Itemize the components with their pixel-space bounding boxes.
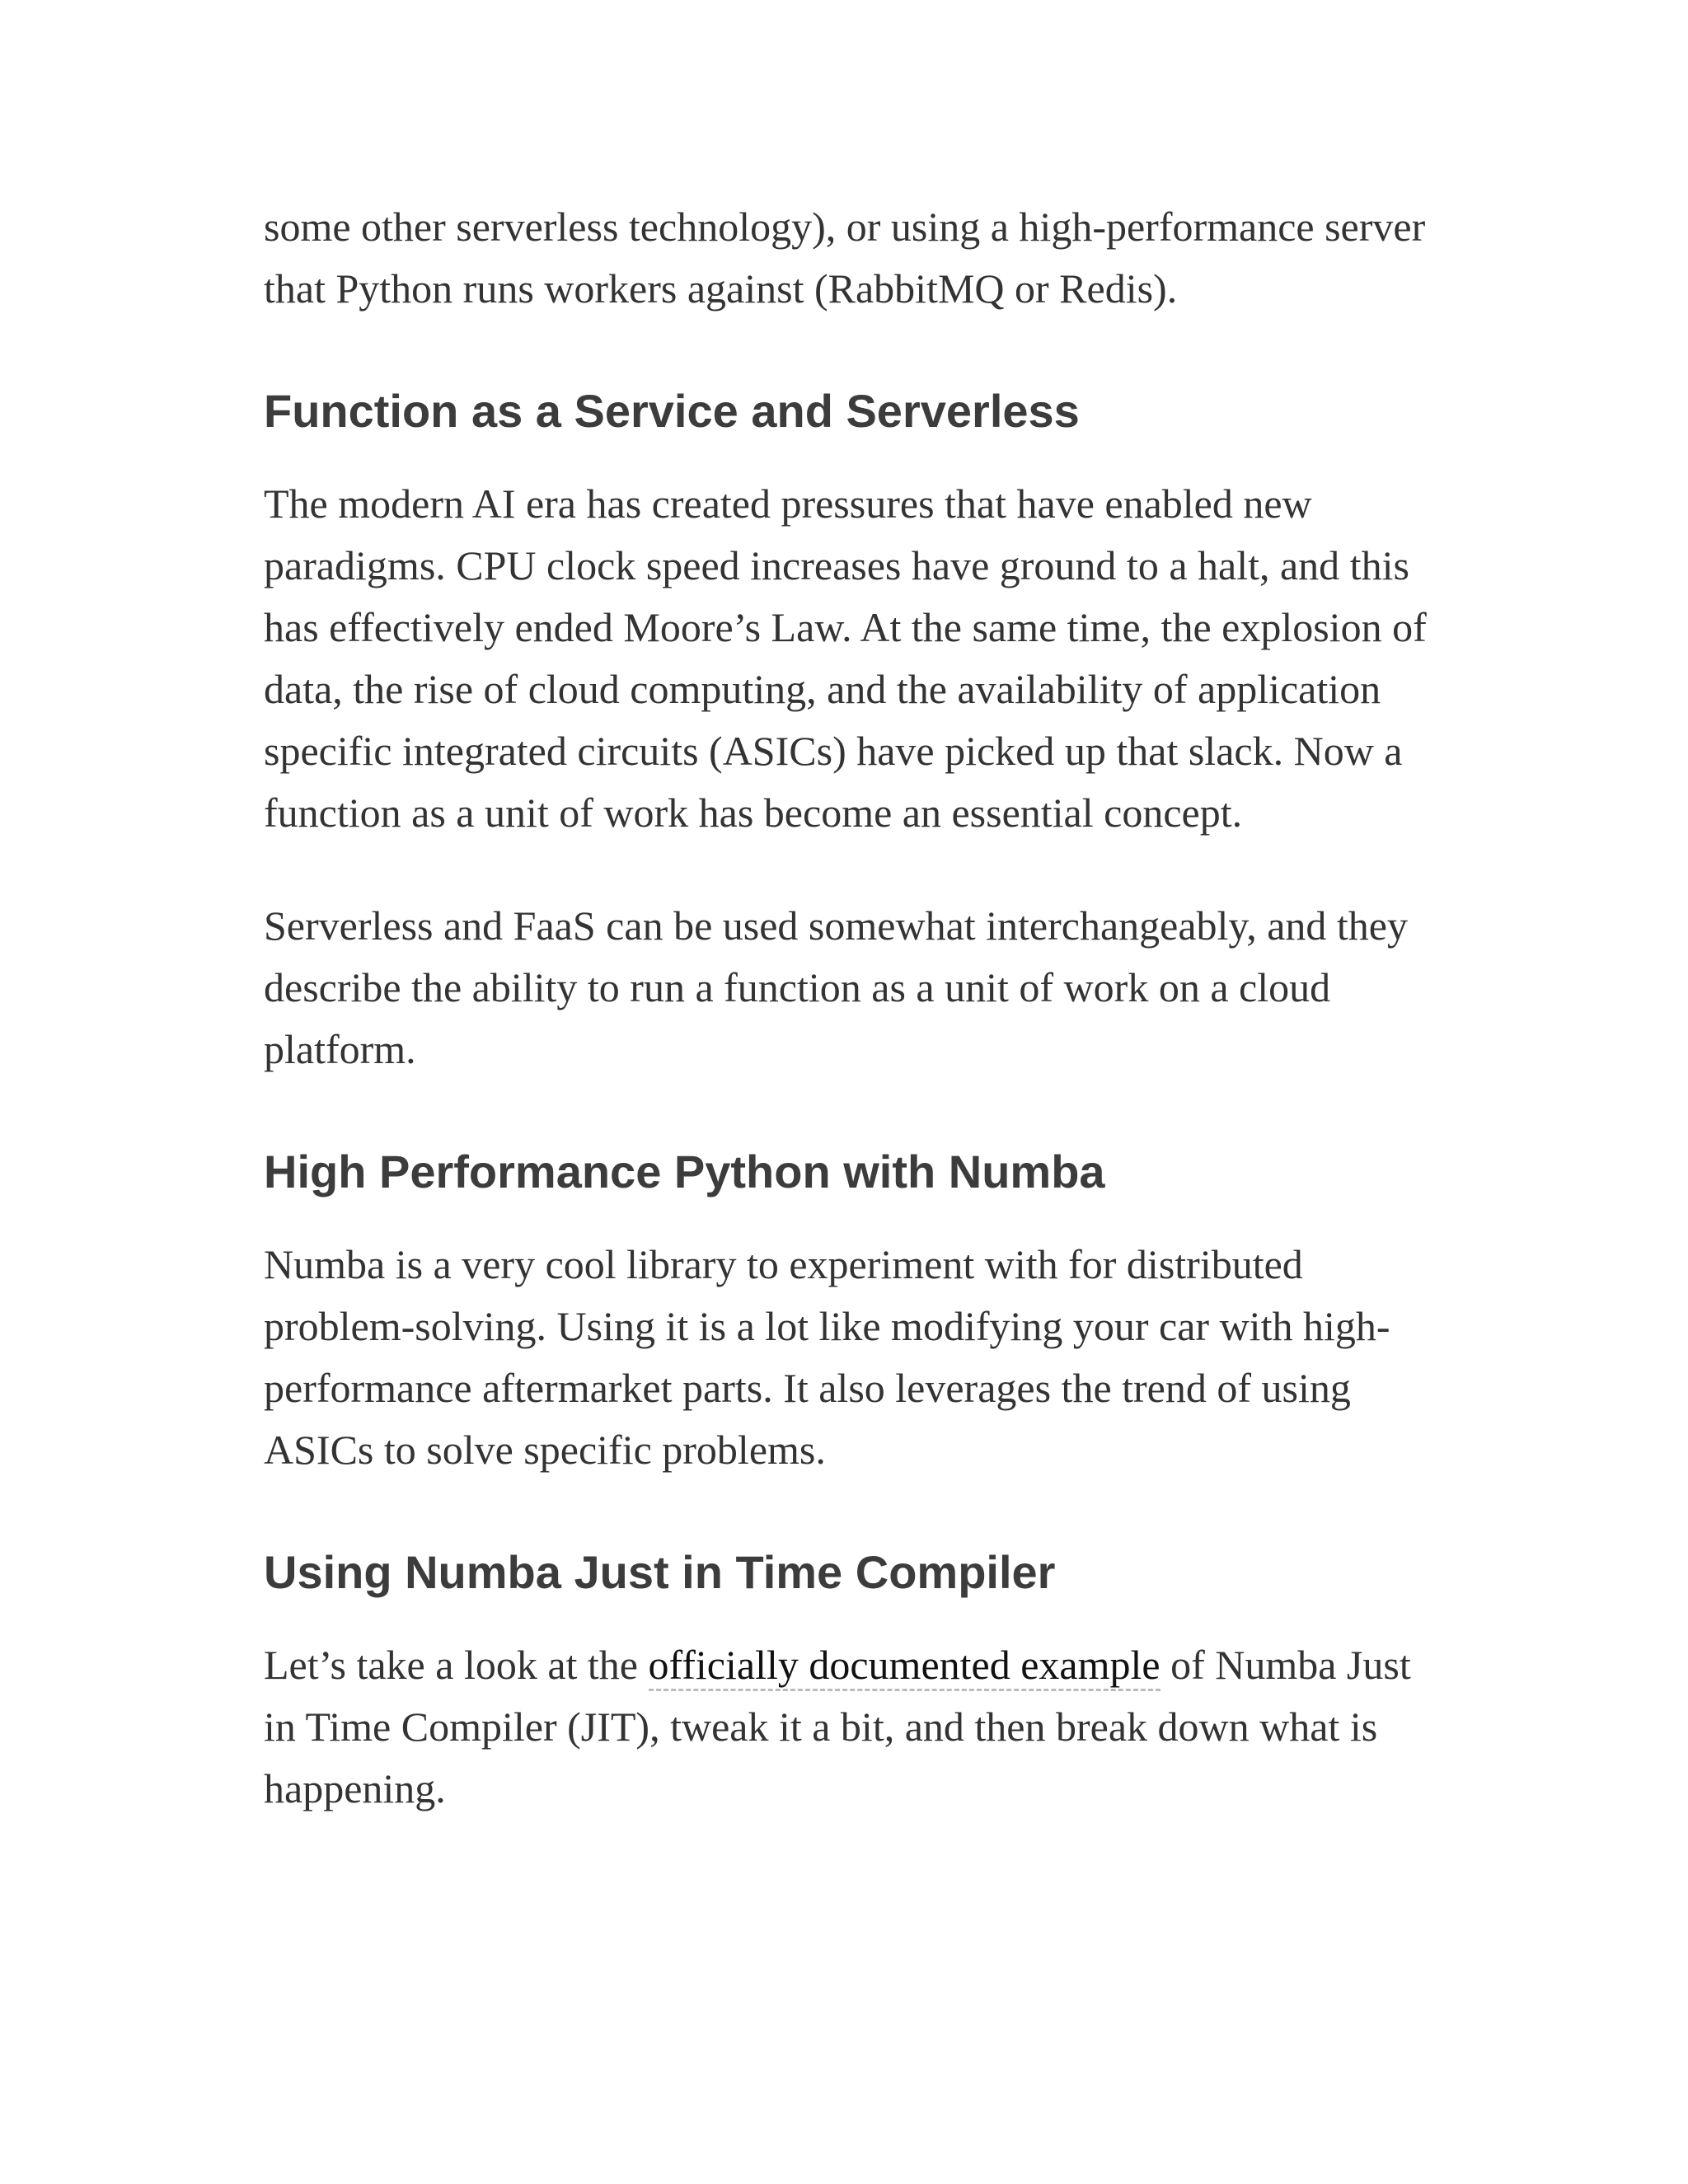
section-heading-numba: High Performance Python with Numba <box>264 1146 1105 1197</box>
jit-text-after-link: of Numba Just in Time Compiler (JIT), tweak it a bit, and then break down what is happening. <box>264 1642 1411 1811</box>
faas-paragraph-2: Serverless and FaaS can be used somewhat interchangeably, and they describe the ability to run a function as a unit of work on a cloud platform. <box>264 902 1408 1072</box>
jit-text-before-link: Let’s take a look at the <box>264 1642 649 1688</box>
article-body <box>264 196 1434 1820</box>
intro-paragraph: some other serverless technology), or using a high-performance server that Python runs workers against (RabbitMQ or Redis). <box>264 204 1426 312</box>
section-heading-faas: Function as a Service and Serverless <box>264 385 1080 437</box>
numba-paragraph: Numba is a very cool library to experiment with for distributed problem-solving. Using it is a lot like modifying your car with high-performance aftermarket parts. It also leverages the trend of using ASICs to solve specific problems. <box>264 1241 1390 1473</box>
faas-paragraph-1: The modern AI era has created pressures that have enabled new paradigms. CPU clock speed increases have ground to a halt, and this has effectively ended Moore’s Law. At the same time, the explosion of data, the rise of cloud computing, and the availability of application specific integrated circuits (ASICs) have picked up that slack. Now a function as a unit of work has become an essential concept. <box>264 480 1427 836</box>
section-heading-jit: Using Numba Just in Time Compiler <box>264 1546 1056 1598</box>
documented-example-link[interactable]: officially documented example <box>649 1642 1160 1691</box>
jit-paragraph <box>264 1634 1434 1820</box>
